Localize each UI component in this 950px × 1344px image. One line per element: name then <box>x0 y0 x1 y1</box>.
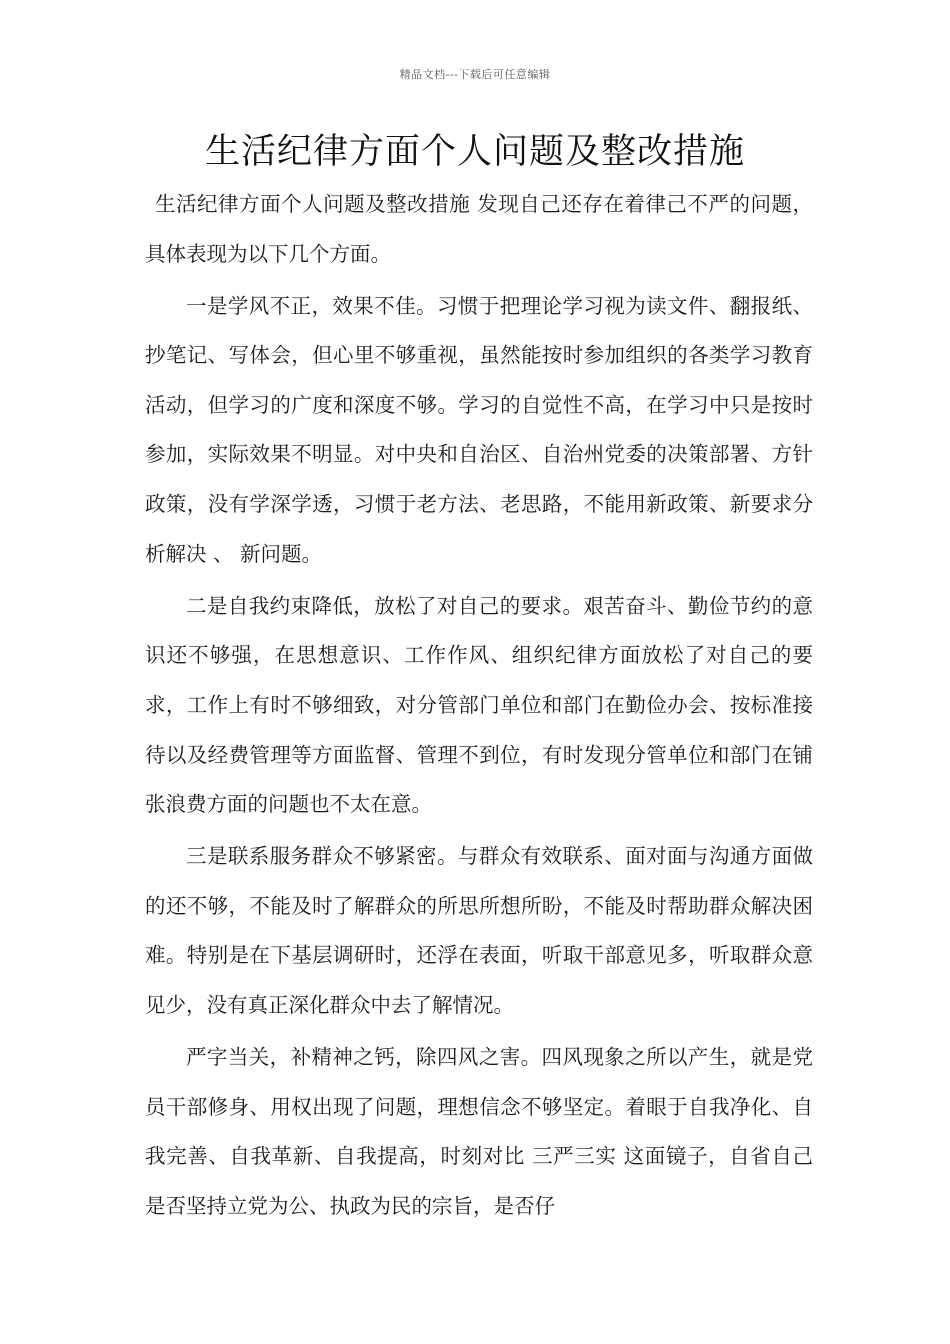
page-header-watermark: 精品文档---下载后可任意编辑 <box>399 68 551 81</box>
paragraph-intro: 生活纪律方面个人问题及整改措施 发现自己还存在着律己不严的问题，具体表现为以下几个方面。 <box>145 192 813 266</box>
document-body <box>145 180 813 1231</box>
paragraph-serve-masses: 三是联系服务群众不够紧密。与群众有效联系、面对面与沟通方面做的还不够，不能及时了解群众的所思所想所盼，不能及时帮助群众解决困难。特别是在下基层调研时，还浮在表面，听取干部意见多，听取群众意见少，没有真正深化群众中去了解情况。 <box>145 844 813 1017</box>
document-title: 生活纪律方面个人问题及整改措施 <box>204 132 745 172</box>
paragraph-study-style: 一是学风不正，效果不佳。习惯于把理论学习视为读文件、翻报纸、抄笔记、写体会，但心里不够重视，虽然能按时参加组织的各类学习教育活动，但学习的广度和深度不够。学习的自觉性不高，在学习中只是按时参加，实际效果不明显。对中央和自治区、自治州党委的决策部署、方针政策，没有学深学透，习惯于老方法、老思路，不能用新政策、新要求分析解决 、 新问题。 <box>145 293 813 566</box>
paragraph-self-discipline: 二是自我约束降低，放松了对自己的要求。艰苦奋斗、勤俭节约的意识还不够强，在思想意识、工作作风、组织纪律方面放松了对自己的要求，工作上有时不够细致，对分管部门单位和部门在勤俭办会、按标准接待以及经费管理等方面监督、管理不到位，有时发现分管单位和部门在铺张浪费方面的问题也不太在意。 <box>145 593 813 817</box>
paragraph-strictness: 严字当关，补精神之钙，除四风之害。四风现象之所以产生，就是党员干部修身、用权出现了问题，理想信念不够坚定。着眼于自我净化、自我完善、自我革新、自我提高，时刻对比 三严三实 这面镜子，自省自己是否坚持立党为公、执政为民的宗旨，是否仔 <box>145 1045 813 1218</box>
